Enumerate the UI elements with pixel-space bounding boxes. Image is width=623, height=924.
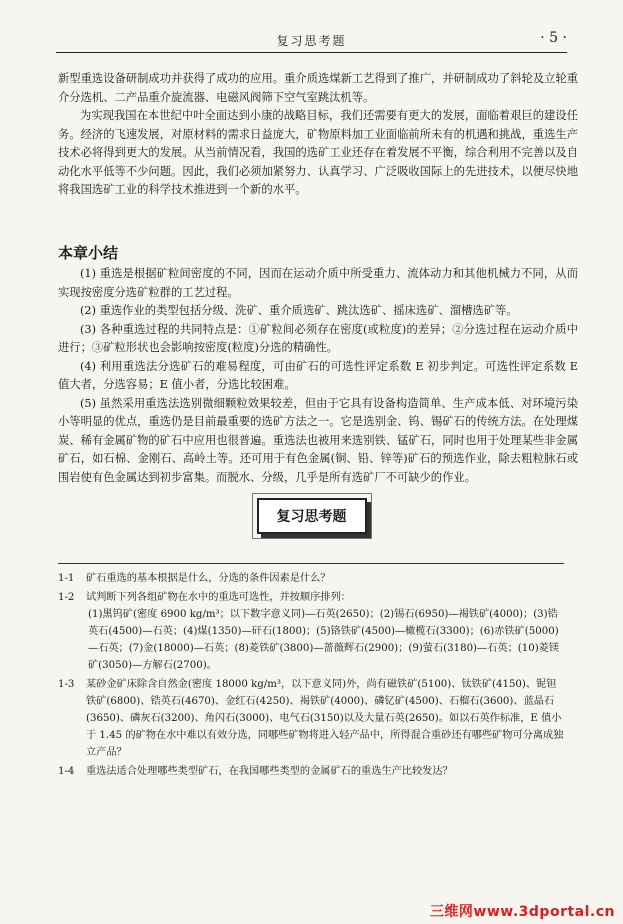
exercise-item	[58, 570, 564, 587]
divider	[58, 563, 564, 564]
exercise-text: 试判断下列各组矿物在水中的重选可选性，并按顺序排列：	[86, 592, 351, 603]
exercise-banner-wrap	[0, 498, 623, 534]
summary-heading: 本章小结	[58, 244, 119, 262]
exercise-item	[58, 589, 564, 674]
summary-item: (2) 重选作业的类型包括分级、洗矿、重介质选矿、跳汰选矿、摇床选矿、溜槽选矿等。	[80, 304, 518, 317]
running-header	[56, 28, 567, 53]
exercise-subtext: (1)黑钨矿(密度 6900 kg/m³；以下数字意义同)—石英(2650)；(2)锡石(6950)—褐铁矿(4000)；(3)锆英石(4500)—石英；(4)煤(1350)—矸石(1800)；(5)铬铁矿(4500)—橄榄石(3300)；(6)赤铁矿(5000)—石英；(7)金(18000)—石英；(8)菱铁矿(3800)—蔷薇辉石(2900)；(9)萤石(3180)—石英；(10)菱镁矿(3050)—方解石(2700)。	[88, 609, 560, 671]
exercise-list	[58, 570, 564, 782]
exercise-text: 矿石重选的基本根据是什么，分选的条件因素是什么？	[86, 573, 331, 584]
exercise-item	[58, 763, 564, 780]
exercise-item	[58, 676, 564, 761]
exercise-banner: 复习思考题	[257, 498, 367, 534]
summary-item: (4) 利用重选法分选矿石的难易程度，可由矿石的可选性评定系数 E 初步判定。可选性评定系数 E 值大者，分选容易；E 值小者，分选比较困难。	[58, 359, 578, 391]
exercise-number: 1-3	[58, 679, 75, 690]
exercise-number: 1-1	[58, 573, 75, 584]
page-number: · 5 ·	[540, 30, 567, 46]
intro-text	[58, 70, 578, 200]
summary-text	[58, 265, 578, 487]
exercise-text: 某砂金矿床除含自然金(密度 18000 kg/m³，以下意义同)外，尚有磁铁矿(5100)、钛铁矿(4150)、铌钽铁矿(6800)、锆英石(4670)、金红石(4250)、褐铁矿(4000)、磷钇矿(4500)、石榴石(3600)、蓝晶石(3650)、磷灰石(3200)、角闪石(3000)、电气石(3150)以及大量石英(2650)。如以石英作标准，E 值小于 1.45 的矿物在水中难以有效分选，同哪些矿物将进入轻产品中，所得混合重砂还有哪些矿物可分离成独立产品？	[86, 679, 564, 758]
summary-item: (3) 各种重选过程的共同特点是：①矿粒间必须存在密度(或粒度)的差异；②分选过程在运动介质中进行；③矿粒形状也会影响按密度(粒度)分选的精确性。	[58, 322, 578, 354]
exercise-text: 重选法适合处理哪些类型矿石，在我国哪些类型的金属矿石的重选生产比较发达？	[86, 766, 453, 777]
site-watermark: 三维网www.3dportal.cn	[429, 904, 615, 920]
summary-item: (1) 重选是根据矿粒间密度的不同，因而在运动介质中所受重力、流体动力和其他机械力不同，从而实现按密度分选矿粒群的工艺过程。	[58, 267, 578, 299]
intro-paragraph: 为实现我国在本世纪中叶全面达到小康的战略目标，我们还需要有更大的发展，面临着艰巨的建设任务。经济的飞速发展，对原材料的需求日益庞大，矿物原料加工业面临前所未有的机遇和挑战，重选生产技术必将得到更大的发展。从当前情况看，我国的选矿工业还存在着发展不平衡，综合利用不完善以及自动化水平低等不少问题。因此，我们必须加紧努力、认真学习、广泛吸收国际上的先进技术，以便尽快地将我国选矿工业的科学技术推进到一个新的水平。	[58, 109, 578, 196]
exercise-number: 1-4	[58, 766, 75, 777]
intro-paragraph: 新型重选设备研制成功并获得了成功的应用。重介质选煤新工艺得到了推广，并研制成功了斜轮及立轮重介分选机、二产品重介旋流器、电磁风阀筛下空气室跳汰机等。	[58, 72, 578, 104]
header-title: 复习思考题	[276, 34, 347, 48]
summary-item: (5) 虽然采用重选法选别微细颗粒效果较差，但由于它具有设备构造简单、生产成本低、对环境污染小等明显的优点，重选仍是目前最重要的选矿方法之一。它是选别金、钨、锡矿石的传统方法。在处理煤炭、稀有金属矿物的矿石中应用也很普遍。重选法也被用来选别铁、锰矿石，同时也用于处理某些非金属矿石，如石棉、金刚石、高岭土等。还可用于有色金属(铜、铅、锌等)矿石的预选作业，除去粗粒脉石或围岩使有色金属达到初步富集。而脱水、分级，几乎是所有选矿厂不可缺少的作业。	[58, 396, 578, 484]
exercise-number: 1-2	[58, 592, 75, 603]
